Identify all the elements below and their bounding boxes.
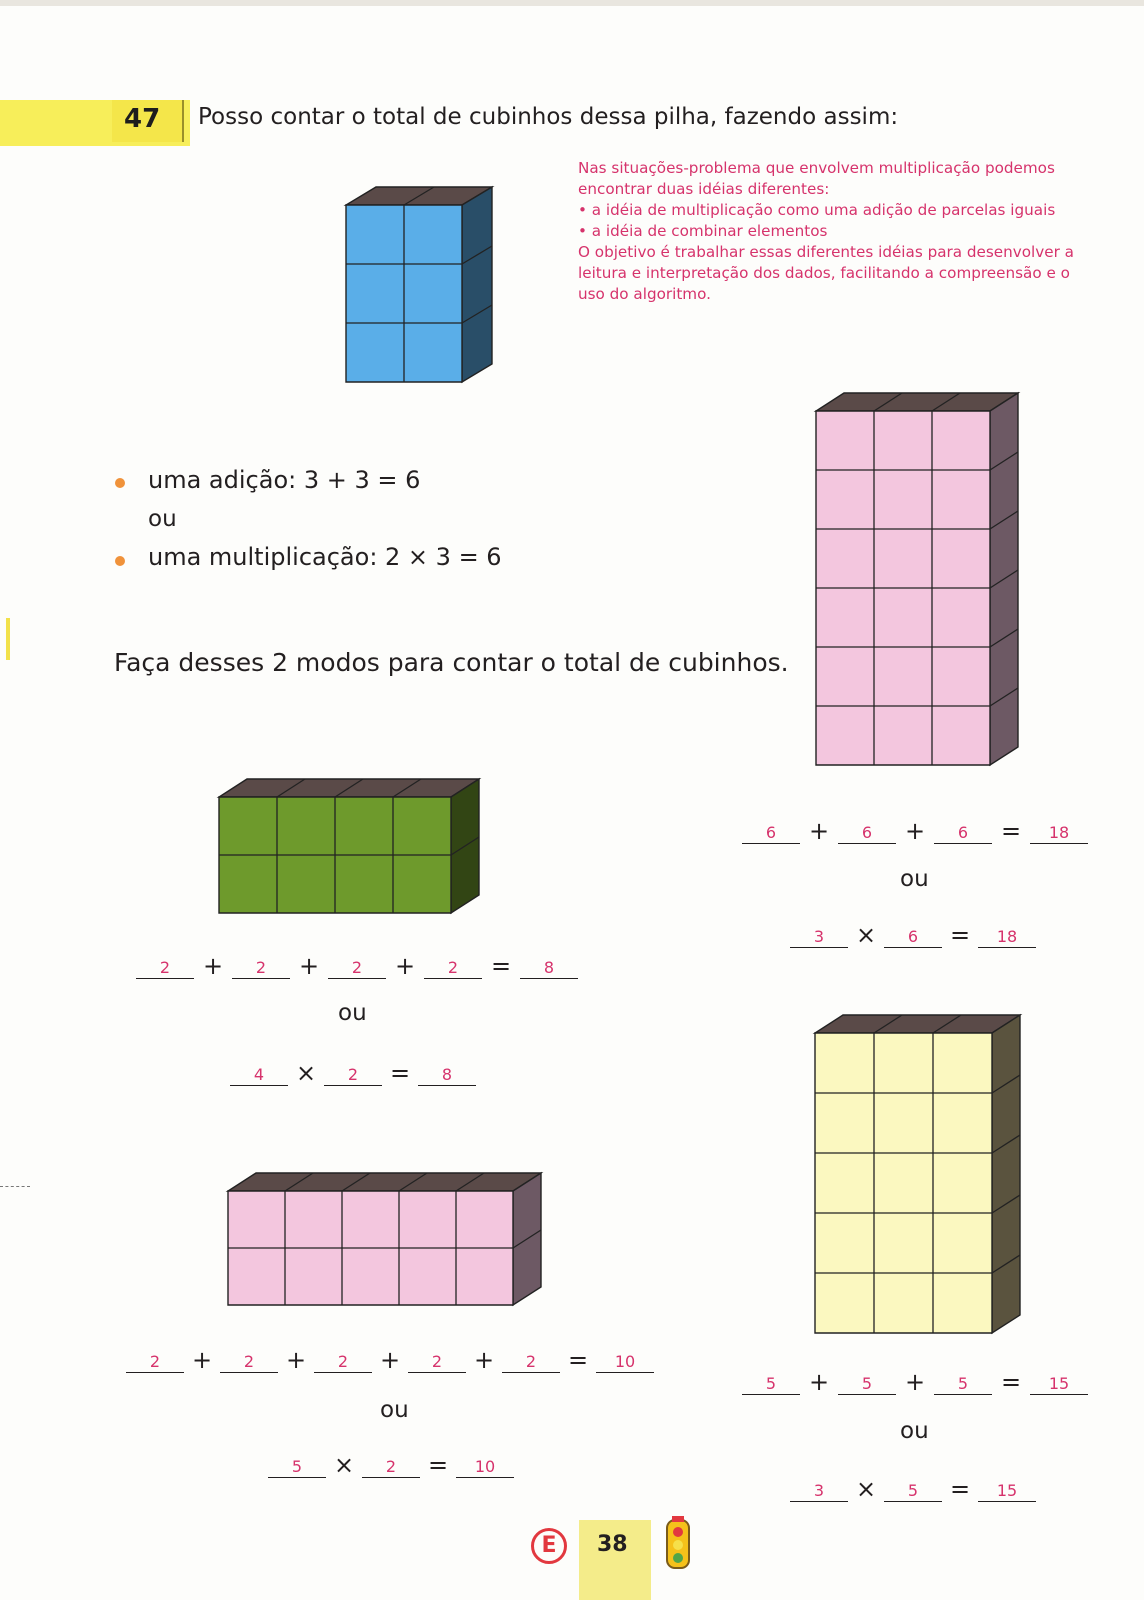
plus-sign: + bbox=[191, 1346, 213, 1374]
stack-top-face bbox=[816, 393, 1018, 411]
stack-top-face bbox=[228, 1173, 541, 1191]
answer-blank[interactable]: 10 bbox=[456, 1457, 514, 1478]
note-line: • a idéia de combinar elementos bbox=[578, 222, 828, 240]
answer-blank[interactable]: 6 bbox=[742, 823, 800, 844]
edition-mark: E bbox=[531, 1528, 567, 1564]
answer-blank[interactable]: 6 bbox=[934, 823, 992, 844]
example-multiplication: uma multiplicação: 2 × 3 = 6 bbox=[148, 543, 502, 571]
answer-blank[interactable]: 2 bbox=[136, 958, 194, 979]
answer-blank[interactable]: 6 bbox=[838, 823, 896, 844]
note-line: uso do algoritmo. bbox=[578, 285, 711, 303]
yellow-addition-equation bbox=[742, 1369, 1088, 1395]
answer-blank[interactable]: 2 bbox=[126, 1352, 184, 1373]
answer-blank[interactable]: 2 bbox=[232, 958, 290, 979]
answer-blank[interactable]: 2 bbox=[314, 1352, 372, 1373]
green-addition-equation bbox=[136, 953, 578, 979]
times-sign: × bbox=[855, 1475, 877, 1503]
example-addition: uma adição: 3 + 3 = 6 bbox=[148, 466, 421, 494]
or-label: ou bbox=[900, 866, 929, 892]
plus-sign: + bbox=[808, 817, 830, 845]
stack-front-face bbox=[815, 1033, 992, 1333]
answer-blank[interactable]: 5 bbox=[934, 1374, 992, 1395]
answer-blank[interactable]: 2 bbox=[220, 1352, 278, 1373]
plus-sign: + bbox=[202, 952, 224, 980]
answer-blank[interactable]: 2 bbox=[328, 958, 386, 979]
equals-sign: = bbox=[949, 1475, 971, 1503]
answer-blank[interactable]: 18 bbox=[978, 927, 1036, 948]
answer-blank[interactable]: 5 bbox=[742, 1374, 800, 1395]
stack-side-face bbox=[462, 187, 492, 382]
note-line: O objetivo é trabalhar essas diferentes idéias para desenvolver a bbox=[578, 243, 1074, 261]
note-line: • a idéia de multiplicação como uma adição de parcelas iguais bbox=[578, 201, 1056, 219]
or-label: ou bbox=[380, 1397, 409, 1423]
answer-blank[interactable]: 2 bbox=[362, 1457, 420, 1478]
equals-sign: = bbox=[389, 1059, 411, 1087]
plus-sign: + bbox=[808, 1368, 830, 1396]
bullet-dot bbox=[115, 556, 125, 566]
equals-sign: = bbox=[1000, 1368, 1022, 1396]
equals-sign: = bbox=[427, 1451, 449, 1479]
pink-tall-multiplication-equation bbox=[790, 922, 1036, 948]
plus-sign: + bbox=[379, 1346, 401, 1374]
equals-sign: = bbox=[1000, 817, 1022, 845]
answer-blank[interactable]: 3 bbox=[790, 1481, 848, 1502]
pink-tall-addition-equation bbox=[742, 818, 1088, 844]
plus-sign: + bbox=[285, 1346, 307, 1374]
equals-sign: = bbox=[490, 952, 512, 980]
answer-blank[interactable]: 8 bbox=[418, 1065, 476, 1086]
example-or: ou bbox=[148, 506, 177, 532]
plus-sign: + bbox=[473, 1346, 495, 1374]
times-sign: × bbox=[333, 1451, 355, 1479]
page-number: 38 bbox=[597, 1532, 628, 1557]
stack-top-face bbox=[815, 1015, 1020, 1033]
equals-sign: = bbox=[949, 921, 971, 949]
answer-blank[interactable]: 5 bbox=[884, 1481, 942, 1502]
answer-blank[interactable]: 15 bbox=[1030, 1374, 1088, 1395]
bullet-dot bbox=[115, 478, 125, 488]
exercise-number: 47 bbox=[124, 104, 161, 134]
answer-blank[interactable]: 10 bbox=[596, 1352, 654, 1373]
note-line: leitura e interpretação dos dados, facilitando a compreensão e o bbox=[578, 264, 1070, 282]
answer-blank[interactable]: 2 bbox=[502, 1352, 560, 1373]
equals-sign: = bbox=[567, 1346, 589, 1374]
answer-blank[interactable]: 2 bbox=[424, 958, 482, 979]
instruction: Faça desses 2 modos para contar o total de cubinhos. bbox=[114, 648, 789, 677]
fold-mark bbox=[0, 1186, 30, 1187]
plus-sign: + bbox=[904, 1368, 926, 1396]
pink-row-addition-equation bbox=[126, 1347, 654, 1373]
or-label: ou bbox=[900, 1418, 929, 1444]
exercise-title: Posso contar o total de cubinhos dessa pilha, fazendo assim: bbox=[198, 104, 899, 130]
yellow-multiplication-equation bbox=[790, 1476, 1036, 1502]
answer-blank[interactable]: 5 bbox=[268, 1457, 326, 1478]
answer-blank[interactable]: 15 bbox=[978, 1481, 1036, 1502]
answer-blank[interactable]: 8 bbox=[520, 958, 578, 979]
note-line: Nas situações-problema que envolvem multiplicação podemos bbox=[578, 159, 1055, 177]
times-sign: × bbox=[295, 1059, 317, 1087]
or-label: ou bbox=[338, 1000, 367, 1026]
pink-row-multiplication-equation bbox=[268, 1452, 514, 1478]
stack-side-face bbox=[992, 1015, 1020, 1333]
plus-sign: + bbox=[298, 952, 320, 980]
answer-blank[interactable]: 3 bbox=[790, 927, 848, 948]
plus-sign: + bbox=[394, 952, 416, 980]
green-multiplication-equation bbox=[230, 1060, 476, 1086]
answer-blank[interactable]: 5 bbox=[838, 1374, 896, 1395]
times-sign: × bbox=[855, 921, 877, 949]
margin-mark bbox=[6, 618, 10, 660]
answer-blank[interactable]: 2 bbox=[408, 1352, 466, 1373]
answer-blank[interactable]: 6 bbox=[884, 927, 942, 948]
answer-blank[interactable]: 2 bbox=[324, 1065, 382, 1086]
note-line: encontrar duas idéias diferentes: bbox=[578, 180, 830, 198]
answer-blank[interactable]: 18 bbox=[1030, 823, 1088, 844]
plus-sign: + bbox=[904, 817, 926, 845]
answer-blank[interactable]: 4 bbox=[230, 1065, 288, 1086]
